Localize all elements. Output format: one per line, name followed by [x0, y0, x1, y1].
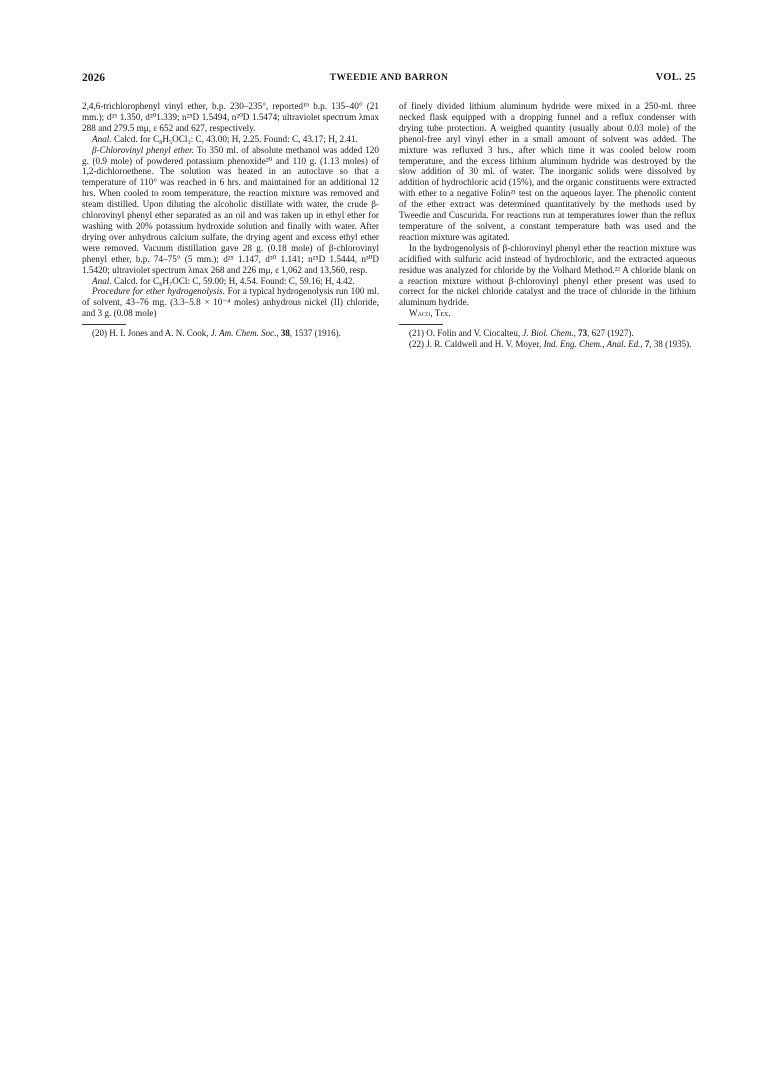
- page-header: [82, 72, 696, 90]
- journal-page: [82, 72, 696, 512]
- location-signature: Waco, Tex.: [409, 308, 451, 319]
- footnote-20: (20) H. I. Jones and A. N. Cook, J. Am. Chem. Soc., 38, 1537 (1916).: [92, 328, 341, 339]
- footnote-pages: , 38 (1935).: [649, 338, 692, 349]
- footnote-journal: J. Biol. Chem.: [522, 328, 574, 339]
- analysis-1: [82, 134, 379, 145]
- footnote-authors: (21) O. Folin and V. Ciocalteu,: [409, 328, 523, 339]
- right-column: [399, 101, 696, 349]
- volume-label: VOL. 25: [655, 72, 696, 83]
- left-column: [82, 101, 379, 339]
- section-title: Procedure for ether hydrogenolysis.: [92, 286, 225, 297]
- page-number: 2026: [82, 72, 105, 84]
- anal-label: Anal.: [92, 133, 112, 144]
- footnote-volume: 7: [644, 338, 650, 349]
- footnote-volume: 38: [280, 328, 290, 339]
- footnote-volume: 73: [578, 328, 588, 339]
- running-head: TWEEDIE AND BARRON: [329, 73, 449, 83]
- anal-text: Calcd. for C₈H₇OCl: C, 59.00; H, 4.54. Found: C, 59.16; H, 4.42.: [111, 275, 355, 286]
- footnote-22: (22) J. R. Caldwell and H. V. Moyer, Ind. Eng. Chem., Anal. Ed., 7, 38 (1935).: [409, 338, 692, 349]
- footnote-journal: J. Am. Chem. Soc.: [210, 328, 277, 339]
- anal-label: Anal.: [92, 275, 112, 286]
- analysis-2: [82, 276, 379, 287]
- footnote-authors: (20) H. I. Jones and A. N. Cook,: [92, 328, 211, 339]
- footnote-rule: [82, 324, 126, 325]
- anal-text: Calcd. for C₈H₅OCl₃: C, 43.00; H, 2.25. Found: C, 43.17; H, 2.41.: [111, 133, 358, 144]
- footnote-pages: , 627 (1927).: [587, 328, 634, 339]
- section-title: β-Chlorovinyl phenyl ether.: [92, 144, 194, 155]
- footnote-21: (21) O. Folin and V. Ciocalteu, J. Biol. Chem., 73, 627 (1927).: [409, 328, 634, 339]
- footnote-authors: (22) J. R. Caldwell and H. V. Moyer,: [409, 338, 544, 349]
- section-text: For a typical hydrogenolysis run 100 ml. of solvent, 43–76 mg. (3.3–5.8 × 10⁻⁴ moles) anhydrous nickel (II) chloride, and 3 g. (0.08 mole): [82, 286, 380, 319]
- footnote-pages: 1537 (1916).: [294, 328, 341, 339]
- section-text: To 350 ml. of absolute methanol was added 120 g. (0.9 mole) of powdered potassium phenoxide²⁰ and 110 g. (1.13 moles) of 1,2-dichloroethene. The solution was heated in an autoclave so that a temperature of 110° was reached in 6 hrs. and maintained for an additional 12 hrs. When cooled to room temperature, the reaction mixture was removed and steam distilled. Upon diluting the alcoholic distillate with water, the crude β-chlorovinyl phenyl ether separated as an oil and was taken up in ethyl ether for washing with 20% potassium hydroxide solution and finally with water. After drying over anhydrous calcium sulfate, the drying agent and excess ethyl ether were removed. Vacuum distillation gave 28 g. (0.18 mole) of β-chlorovinyl phenyl ether, b.p. 74–75° (5 mm.); d²⁵ 1.147, d³⁰ 1.141; n²⁵D 1.5444, n³⁰D 1.5420; ultraviolet spectrum λmax 268 and 226 mμ, ε 1,062 and 13,560, resp.: [82, 144, 379, 275]
- paragraph-procedure-cont: of finely divided lithium aluminum hydride were mixed in a 250-ml. three necked flask equipped with a dropping funnel and a reflux condenser with drying tube protection. A weighed quantity (usually about 0.03 mole) of the phenol-free aryl vinyl ether in a small amount of solvent was added. The mixture was refluxed 3 hrs., after which time it was cooled below room temperature, and the excess lithium aluminum hydride was destroyed by the slow addition of 30 ml. of water. The inorganic solids were dissolved by addition of hydrochloric acid (15%), and the organic constituents were extracted with ether to a negative Folin²¹ test on the aqueous layer. The phenolic content of the ether extract was determined quantitatively by the methods used by Tweedie and Cuscurida. For reactions run at temperatures lower than the reflux temperature of the solvent, a constant temperature bath was used and the reaction mixture was agitated.: [399, 101, 696, 242]
- paragraph-hydrogenolysis: In the hydrogenolysis of β-chlorovinyl phenyl ether the reaction mixture was acidified with sulfuric acid instead of hydrochloric, and the extracted aqueous residue was analyzed for chloride by the Volhard Method.²² A chloride blank on a reaction mixture without β-chlorovinyl phenyl ether present was used to correct for the nickel chloride catalyst and the trace of chloride in the lithium aluminum hydride.: [399, 242, 696, 308]
- footnote-rule: [399, 324, 443, 325]
- paragraph-procedure: [82, 286, 379, 319]
- paragraph-trichlorophenyl: 2,4,6-trichlorophenyl vinyl ether, b.p. 230–235°, reported¹⁹ b.p. 135–40° (21 mm.); d²⁵ 1.350, d²⁰1.339; n²⁵D 1.5494, n²⁰D 1.5474; ultraviolet spectrum λmax 288 and 279.5 mμ, ε 652 and 627, respectively.: [82, 101, 379, 133]
- paragraph-chlorovinyl: [82, 145, 379, 276]
- footnote-journal: Ind. Eng. Chem., Anal. Ed.: [543, 338, 641, 349]
